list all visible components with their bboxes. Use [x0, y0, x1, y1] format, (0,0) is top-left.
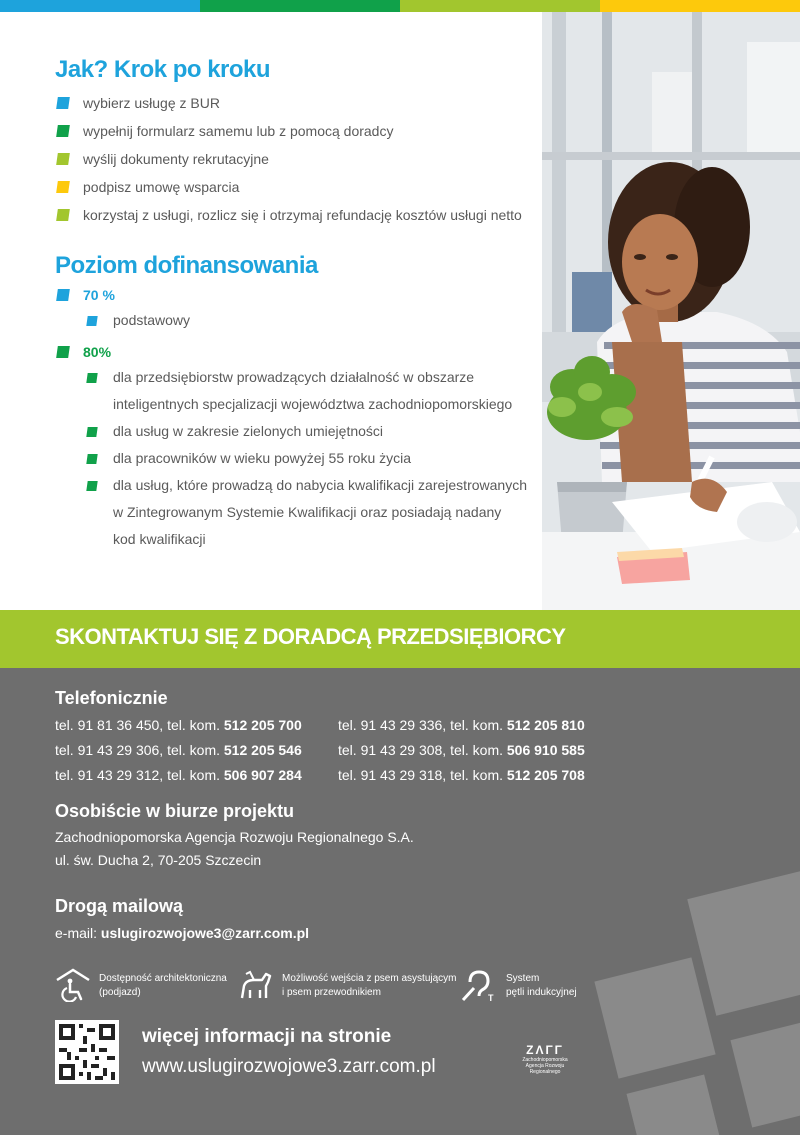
step-text: korzystaj z usługi, rozlicz się i otrzymaj refundację kosztów usługi netto [83, 207, 522, 223]
funding-item-continuation [85, 526, 535, 553]
bullet-square-icon [86, 427, 97, 437]
phone-line [338, 741, 585, 759]
bullet-square-icon [56, 125, 70, 137]
step-text: podpisz umowę wsparcia [83, 179, 240, 195]
funding-item-continuation [85, 391, 535, 418]
feature-text: (podjazd) [99, 987, 141, 998]
decor-square [627, 1075, 724, 1135]
funding-level-80 [55, 340, 535, 364]
phone-number: tel. 91 43 29 308, tel. kom. [338, 742, 507, 758]
office-address-street: ul. św. Ducha 2, 70-205 Szczecin [55, 852, 262, 868]
phone-line [55, 741, 302, 759]
feature-text: i psem przewodnikiem [282, 987, 381, 998]
mobile-number: 512 205 700 [223, 717, 302, 733]
phone-number: tel. 91 43 29 306, tel. kom. [55, 742, 224, 758]
step-text: wyślij dokumenty rekrutacyjne [83, 151, 269, 167]
mail-label: e-mail: [55, 925, 101, 941]
bullet-square-icon [56, 346, 70, 358]
mail-address[interactable]: uslugirozwojowe3@zarr.com.pl [100, 925, 310, 941]
step-item [55, 201, 535, 229]
office-photo [542, 12, 800, 610]
funding-title: Poziom dofinansowania [55, 252, 318, 279]
website-link[interactable]: www.uslugirozwojowe3.zarr.com.pl [142, 1056, 436, 1077]
bullet-square-icon [56, 289, 70, 301]
zarr-logo-subtitle: Zachodniopomorska [522, 1057, 568, 1063]
funding-item-text: inteligentnych specjalizacji województwa zachodniopomorskiego [113, 396, 513, 412]
funding-level-label: 70 % [83, 287, 115, 303]
mail-section-title: Drogą mailową [55, 896, 184, 916]
phone-section-title: Telefonicznie [55, 688, 168, 708]
decor-square [594, 957, 715, 1078]
step-text: wybierz usługę z BUR [83, 95, 220, 111]
feature-architectural-access [55, 968, 227, 1002]
mail-line [55, 924, 309, 942]
phone-number: tel. 91 43 29 312, tel. kom. [55, 767, 224, 783]
funding-item [85, 418, 535, 445]
bullet-square-icon [56, 181, 70, 193]
funding-item-text: kod kwalifikacji [113, 531, 206, 547]
steps-list [55, 89, 535, 229]
office-address-name: Zachodniopomorska Agencja Rozwoju Regionalnego S.A. [55, 829, 414, 845]
woman-working-illustration [542, 12, 800, 610]
svg-text:T: T [488, 993, 494, 1002]
zarr-logo-text: ZΛΓΓ [526, 1043, 564, 1057]
office-section-title: Osobiście w biurze projektu [55, 801, 295, 821]
contact-panel [0, 668, 800, 1135]
phone-number: tel. 91 43 29 318, tel. kom. [338, 767, 507, 783]
step-text: wypełnij formularz samemu lub z pomocą doradcy [83, 123, 394, 139]
bullet-square-icon [86, 481, 97, 491]
more-info-label: więcej informacji na stronie [142, 1026, 392, 1047]
funding-item-text: podstawowy [113, 312, 191, 328]
phone-number: tel. 91 81 36 450, tel. kom. [55, 717, 224, 733]
step-item [55, 117, 535, 145]
mobile-number: 512 205 546 [223, 742, 302, 758]
decor-square [687, 870, 800, 1015]
feature-text: Możliwość wejścia z psem asystującym [282, 973, 457, 984]
top-color-bar [0, 0, 800, 12]
qr-code-icon [55, 1020, 119, 1084]
funding-level-70 [55, 283, 535, 307]
bullet-square-icon [56, 153, 70, 165]
funding-item-text: dla przedsiębiorstw prowadzących działalność w obszarze [113, 369, 475, 385]
main-content [55, 55, 535, 553]
funding-item-text: dla usług, które prowadzą do nabycia kwalifikacji zarejestrowanych [113, 477, 527, 493]
funding-item-text: w Zintegrowanym Systemie Kwalifikacji oraz posiadają nadany [113, 504, 502, 520]
bullet-square-icon [56, 97, 70, 109]
phone-line [338, 716, 585, 734]
mobile-number: 506 907 284 [223, 767, 302, 783]
feature-text: pętli indukcyjnej [506, 987, 577, 998]
zarr-logo [510, 1043, 580, 1075]
contact-banner-title: SKONTAKTUJ SIĘ Z DORADCĄ PRZEDSIĘBIORCY [55, 624, 566, 649]
decor-square [730, 1018, 800, 1127]
funding-item [85, 445, 535, 472]
top-bar-green [200, 0, 400, 12]
top-bar-blue [0, 0, 200, 12]
mobile-number: 512 205 810 [506, 717, 585, 733]
mobile-number: 506 910 585 [506, 742, 585, 758]
feature-text: Dostępność architektoniczna [99, 973, 227, 984]
funding-item [85, 364, 535, 391]
mobile-number: 512 205 708 [506, 767, 585, 783]
feature-assistance-dog [236, 968, 457, 1002]
bullet-square-icon [86, 373, 97, 383]
funding-item-continuation [85, 499, 535, 526]
bullet-square-icon [86, 316, 97, 326]
feature-text: System [506, 973, 540, 984]
funding-level-80-list [85, 364, 535, 553]
top-bar-yellow [600, 0, 800, 12]
funding-level-70-list [85, 307, 535, 334]
bullet-square-icon [56, 209, 70, 221]
top-bar-lime [400, 0, 600, 12]
bullet-square-icon [86, 454, 97, 464]
funding-item-text: dla pracowników w wieku powyżej 55 roku życia [113, 450, 412, 466]
step-item [55, 145, 535, 173]
phone-line [338, 766, 585, 784]
phone-line [55, 716, 302, 734]
funding-item-text: dla usług w zakresie zielonych umiejętności [113, 423, 384, 439]
funding-level-label: 80% [83, 344, 112, 360]
phone-line [55, 766, 302, 784]
qr-code[interactable] [55, 1020, 119, 1084]
zarr-logo-subtitle: Agencja Rozwoju Regionalnego [525, 1063, 565, 1075]
funding-item [85, 307, 535, 334]
step-item [55, 173, 535, 201]
step-item [55, 89, 535, 117]
assistance-dog-icon [236, 968, 274, 1002]
steps-title: Jak? Krok po kroku [55, 56, 271, 83]
feature-hearing-loop [460, 968, 577, 1002]
funding-item [85, 472, 535, 499]
phone-number: tel. 91 43 29 336, tel. kom. [338, 717, 507, 733]
hearing-loop-icon [460, 968, 498, 1002]
wheelchair-access-icon [55, 968, 91, 1002]
contact-banner [0, 610, 800, 668]
